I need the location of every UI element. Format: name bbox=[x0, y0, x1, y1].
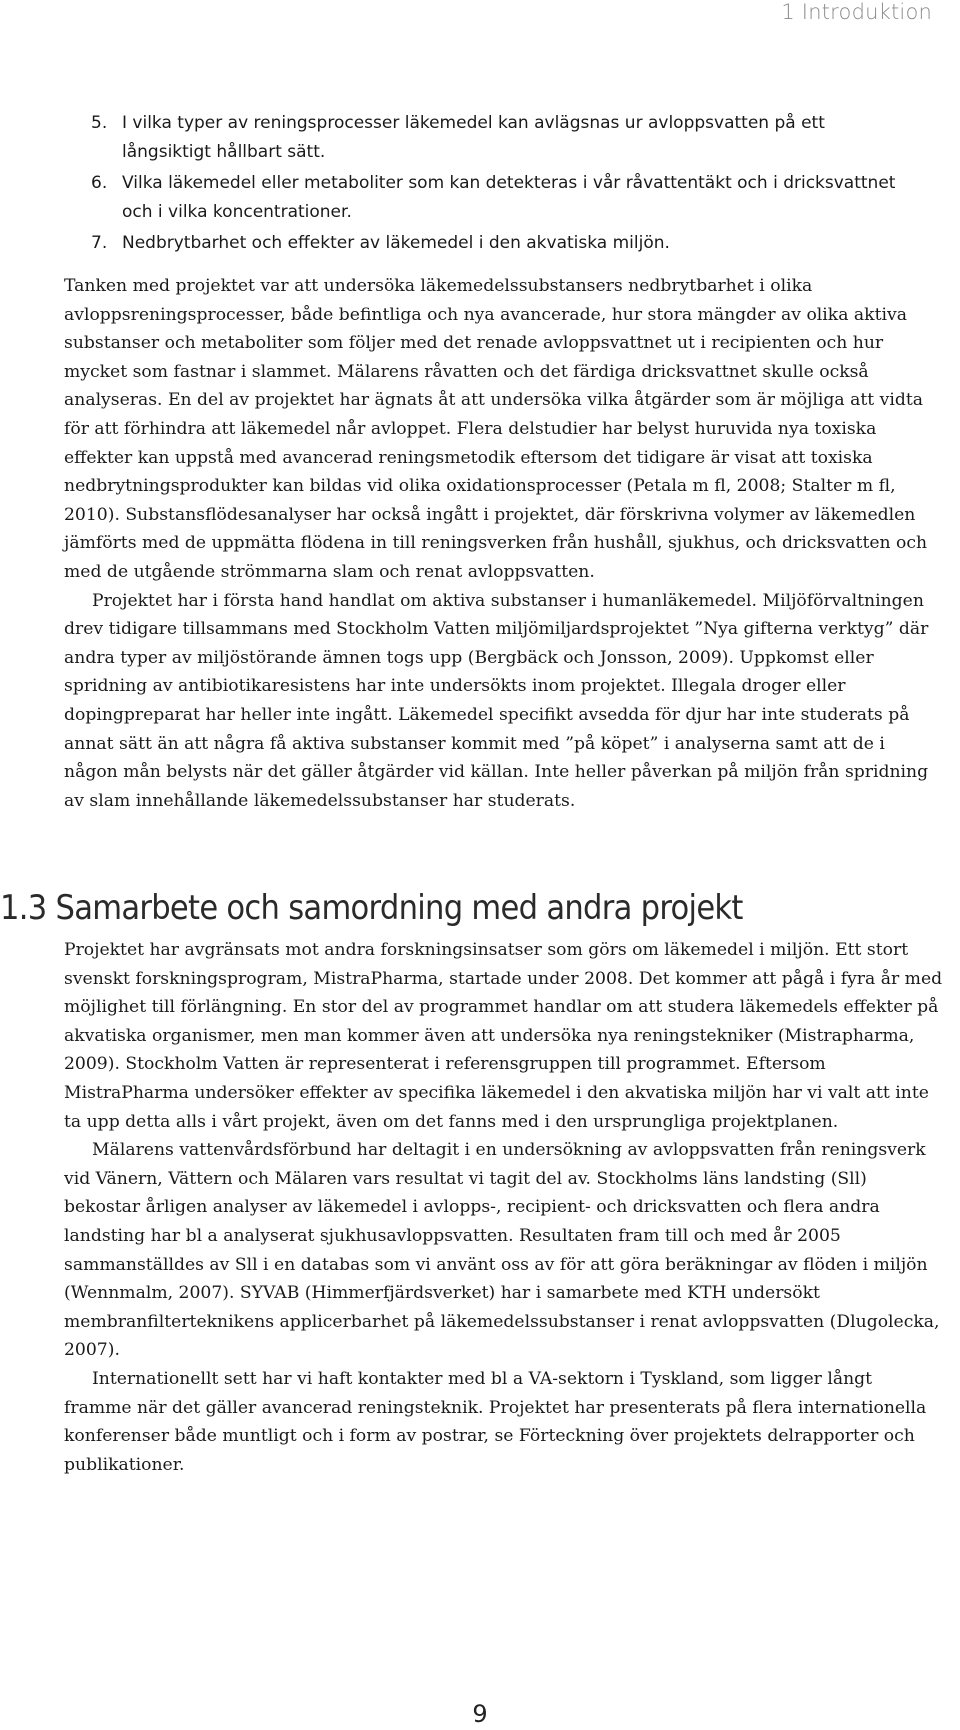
section-heading: 1.3 Samarbete och samordning med andra projekt bbox=[0, 888, 743, 928]
paragraph: Projektet har i första hand handlat om aktiva substanser i humanläkemedel. Miljöförvaltningen drev tidigare tillsammans med Stockholm Vatten miljömiljardsprojektet ”Nya gifterna verktyg” där andra typer av miljöstörande ämnen togs upp (Bergbäck och Jonsson, 2009). Uppkomst eller spridning av antibiotikaresistens har inte undersökts inom projektet. Illegala droger eller dopingpreparat har heller inte ingått. Läkemedel specifikt avsedda för djur har inte studerats på annat sätt än att några få aktiva substanser kommit med ”på köpet” i analyserna samt att de i någon mån belysts när det gäller åtgärder vid källan. Inte heller påverkan på miljön från spridning av slam innehållande läkemedelssubstanser har studerats. bbox=[64, 590, 929, 811]
list-item-number: 6. bbox=[91, 173, 108, 193]
intro-text-block bbox=[64, 272, 944, 815]
list-item bbox=[91, 229, 911, 258]
list-item-number: 7. bbox=[91, 233, 108, 253]
paragraph: Projektet har avgränsats mot andra forskningsinsatser som görs om läkemedel i miljön. Ett stort svenskt forskningsprogram, MistraPharma, startade under 2008. Det kommer att pågå i fyra år med möjlighet till förlängning. En stor del av programmet handlar om att studera läkemedels effekter på akvatiska organismer, men man kommer även att undersöka nya reningstekniker (Mistrapharma, 2009). Stockholm Vatten är representerat i referensgruppen till programmet. Eftersom MistraPharma undersöker effekter av specifika läkemedel i den akvatiska miljön har vi valt att inte ta upp detta alls i vårt projekt, även om det fanns med i den ursprungliga projektplanen. bbox=[64, 940, 943, 1132]
paragraph: Mälarens vattenvårdsförbund har deltagit i en undersökning av avloppsvatten från reningsverk vid Vänern, Vättern och Mälaren vars resultat vi tagit del av. Stockholms läns landsting (Sll) bekostar årligen analyser av läkemedel i avlopps-, recipient- och dricksvatten och flera andra landsting har bl a analyserat sjukhusavloppsvatten. Resultaten fram till och med år 2005 sammanställdes av Sll i en databas som vi använt oss av för att göra beräkningar av flöden i miljön (Wennmalm, 2007). SYVAB (Himmerfjärdsverket) har i samarbete med KTH undersökt membranfilterteknikens applicerbarhet på läkemedelssubstanser i renat avloppsvatten (Dlugolecka, 2007). bbox=[64, 1140, 940, 1361]
list-item-text: I vilka typer av reningsprocesser läkemedel kan avlägsnas ur avloppsvatten på ett långsiktigt hållbart sätt. bbox=[122, 113, 825, 162]
list-item-text: Nedbrytbarhet och effekter av läkemedel i den akvatiska miljön. bbox=[122, 233, 670, 253]
paragraph: Internationellt sett har vi haft kontakter med bl a VA-sektorn i Tyskland, som ligger långt framme när det gäller avancerad reningsteknik. Projektet har presenterats på flera internationella konferenser både muntligt och i form av postrar, se Förteckning över projektets delrapporter och publikationer. bbox=[64, 1368, 927, 1475]
list-item bbox=[91, 169, 911, 227]
page-number: 9 bbox=[472, 1700, 488, 1728]
list-item-number: 5. bbox=[91, 113, 108, 133]
list-item bbox=[91, 109, 911, 167]
paragraph: Tanken med projektet var att undersöka läkemedelssubstansers nedbrytbarhet i olika avloppsreningsprocesser, både befintliga och nya avancerade, hur stora mängder av olika aktiva substanser och metaboliter som följer med det renade avloppsvattnet ut i recipienten och hur mycket som fastnar i slammet. Mälarens råvatten och det färdiga dricksvattnet skulle också analyseras. En del av projektet har ägnats åt att undersöka vilka åtgärder som är möjliga att vidta för att förhindra att läkemedel når avloppet. Flera delstudier har belyst huruvida nya toxiska effekter kan uppstå med avancerad reningsmetodik eftersom det tidigare är visat att toxiska nedbrytningsprodukter kan bildas vid olika oxidationsprocesser (Petala m fl, 2008; Stalter m fl, 2010). Substansflödesanalyser har också ingått i projektet, där förskrivna volymer av läkemedlen jämförts med de uppmätta flödena in till reningsverken från hushåll, sjukhus, och dricksvatten och med de utgående strömmarna slam och renat avloppsvatten. bbox=[64, 276, 928, 582]
section-text-block bbox=[64, 936, 944, 1479]
numbered-list bbox=[91, 109, 911, 258]
running-header: 1 Introduktion bbox=[781, 0, 932, 24]
list-item-text: Vilka läkemedel eller metaboliter som kan detekteras i vår råvattentäkt och i dricksvattnet och i vilka koncentrationer. bbox=[122, 173, 896, 222]
